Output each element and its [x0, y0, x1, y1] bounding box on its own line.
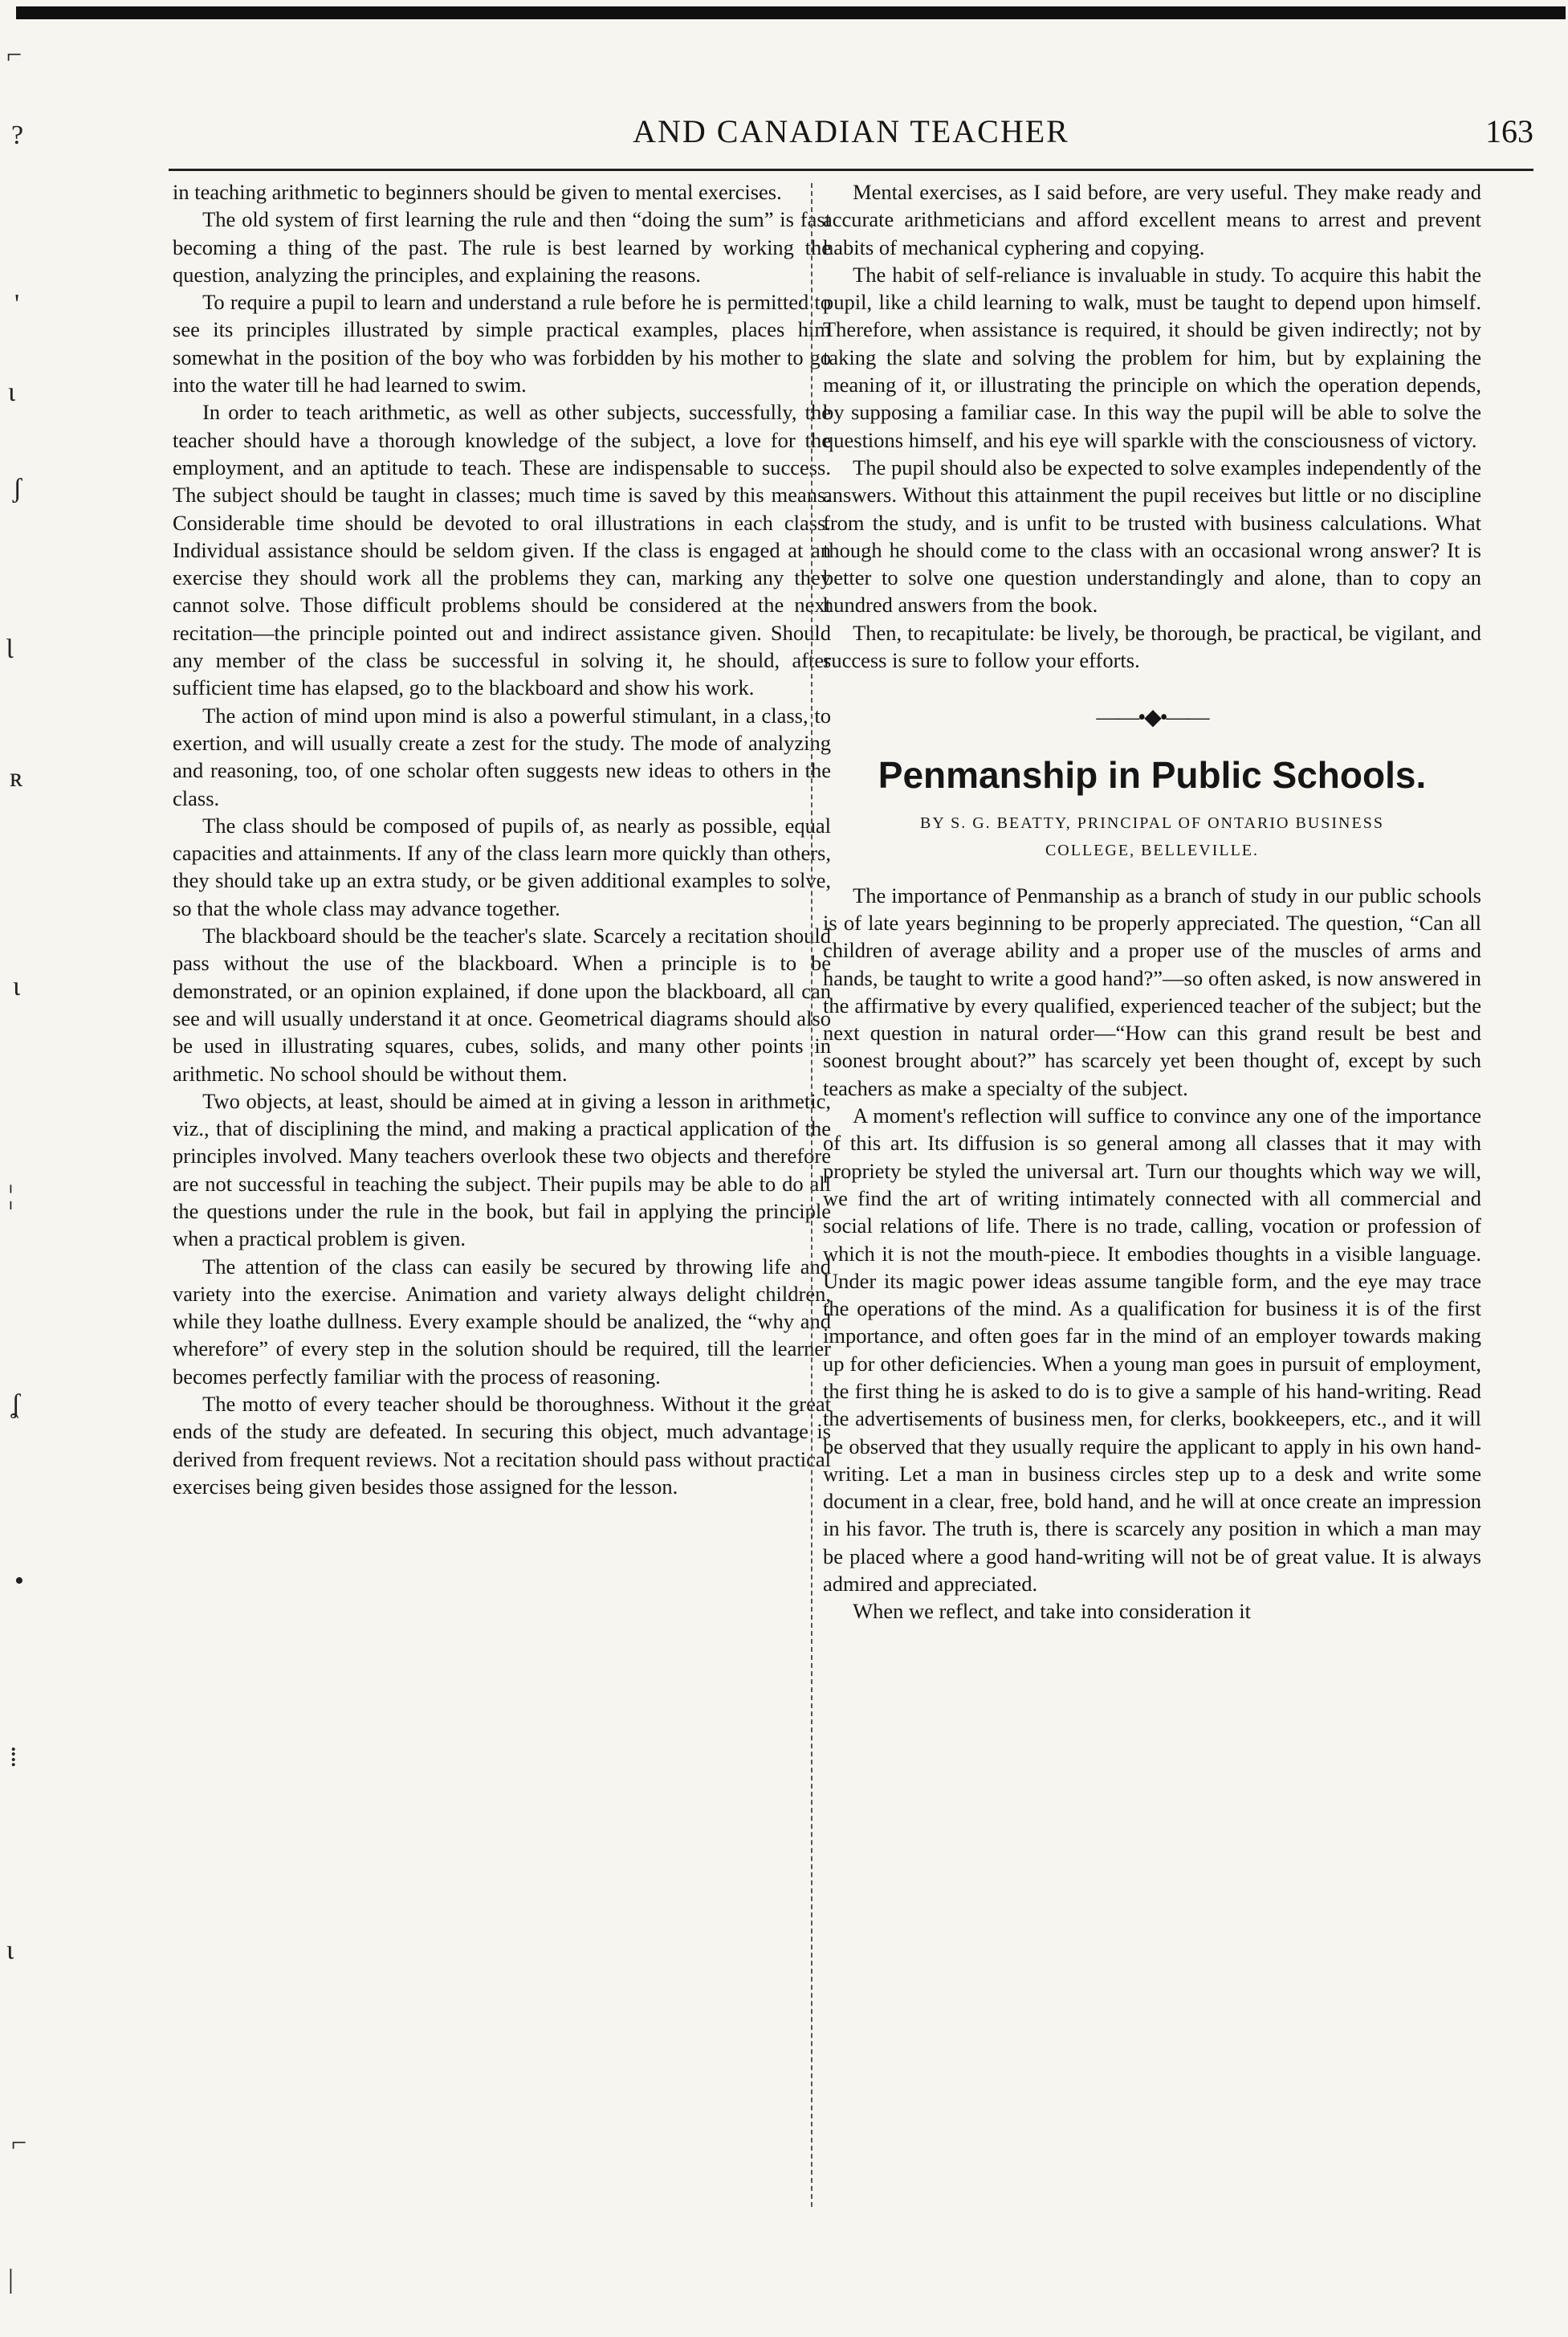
paragraph: The pupil should also be expected to solve examples independently of the answers. Without this attainment the pupil receives but little or no discipline from the study, and is unfit to be trusted with business calculations. What though he should come to the class with an occasional wrong answer? It is better to solve one question understandingly and alone, than to copy an hundred answers from the book. — [823, 455, 1481, 618]
paragraph: The motto of every teacher should be thoroughness. Without it the great ends of the study are defeated. In securing this object, much advantage is derived from frequent reviews. Not a recitation should pass without practical exercises being given besides those assigned for the lesson. — [173, 1392, 831, 1499]
paragraph: The old system of first learning the rule and then “doing the sum” is fast becoming a thing of the past. The rule is best learned by working the question, analyzing the principles, and explaining the reasons. — [173, 207, 831, 287]
page-number: 163 — [1485, 113, 1533, 149]
byline-line: BY S. G. BEATTY, PRINCIPAL OF ONTARIO BUSINESS — [920, 814, 1384, 832]
left-column — [173, 178, 831, 1500]
paragraph: Two objects, at least, should be aimed at in giving a lesson in arithmetic, viz., that of disciplining the mind, and making a practical application of the principles involved. Many teachers overlook these two objects and therefore are not successful in teaching the subject. Their pupils may be able to do all the questions under the rule in the book, but fail in applying the principle when a practical problem is given. — [173, 1088, 831, 1251]
column-divider — [811, 183, 813, 2207]
margin-marks: ⌐ ? ' ɩ ʃ Ɩ ʀ ɩ ¦ ʆ • ⁞ ɩ ⌐ | — [6, 40, 27, 2294]
paragraph: Then, to recapitulate: be lively, be thorough, be practical, be vigilant, and success is sure to follow your efforts. — [823, 620, 1481, 673]
right-column — [823, 178, 1481, 1625]
paragraph: To require a pupil to learn and understand a rule before he is permitted to see its principles illustrated by simple practical examples, places him somewhat in the position of the boy who was forbidden by his mother to go into the water till he had learned to swim. — [173, 290, 831, 398]
paragraph: The importance of Penmanship as a branch of study in our public schools is of late years beginning to be properly appreciated. The question, “Can all children of average ability and a proper use of the muscles of arms and hands, be taught to write a good hand?”—so often asked, is now answered in the affirmative by every qualified, experienced teacher of the subject; but the next question in natural order—“How can this grand result be best and soonest brought about?” has scarcely yet been thought of, except by such teachers as make a specialty of the subject. — [823, 883, 1481, 1100]
article-byline — [823, 810, 1481, 864]
paragraph: Mental exercises, as I said before, are very useful. They make ready and accurate arithmeticians and afford excellent means to arrest and prevent habits of mechanical cyphering and copying. — [823, 180, 1481, 259]
paragraph: When we reflect, and take into consideration it — [853, 1599, 1252, 1624]
paragraph: The habit of self-reliance is invaluable in study. To acquire this habit the pupil, like a child learning to walk, must be taught to depend upon himself. Therefore, when assistance is required, it should be given indirectly; not by taking the slate and solving the problem for him, but by explaining the meaning of it, or illustrating the principle on which the operation depends, by supposing a familiar case. In this way the pupil will be able to solve the questions himself, and his eye will sparkle with the consciousness of victory. — [823, 262, 1481, 452]
header-rule — [169, 169, 1533, 171]
running-title: AND CANADIAN TEACHER — [633, 113, 1069, 149]
paragraph: The class should be composed of pupils of, as nearly as possible, equal capacities and attainments. If any of the class learn more quickly than others, they should take up an extra study, or be given additional examples to solve, so that the whole class may advance together. — [173, 813, 831, 920]
article-title: Penmanship in Public Schools. — [878, 753, 1427, 796]
paragraph: The blackboard should be the teacher's slate. Scarcely a recitation should pass without the use of the blackboard. When a principle is to be demonstrated, or an opinion explained, if done upon the blackboard, all can see and will usually understand it at once. Geometrical diagrams should also be used in illustrating squares, cubes, solids, and many other points in arithmetic. No school should be without them. — [173, 924, 831, 1086]
paragraph: The attention of the class can easily be secured by throwing life and variety into the exercise. Animation and variety always delight children, while they loathe dullness. Every example should be analized, the “why and wherefore” of every step in the solution should be required, till the learner becomes perfectly familiar with the process of reasoning. — [173, 1254, 831, 1389]
paragraph: The action of mind upon mind is also a powerful stimulant, in a class, to exertion, and will usually create a zest for the study. The mode of analyzing and reasoning, too, of one scholar often suggests new ideas to others in the class. — [173, 703, 831, 810]
running-head — [169, 112, 1533, 154]
section-ornament: ——•◆•—— — [1096, 705, 1208, 731]
byline-line: COLLEGE, BELLEVILLE. — [1045, 841, 1260, 859]
top-border-rule — [16, 6, 1566, 19]
paragraph: In order to teach arithmetic, as well as other subjects, successfully, the teacher should have a thorough knowledge of the subject, a love for the employment, and an aptitude to teach. These are indispensable to success. The subject should be taught in classes; much time is saved by this means. Considerable time should be devoted to oral illustrations in each class. Individual assistance should be seldom given. If the class is engaged at an exercise they should work all the problems they can, marking any they cannot solve. Those difficult problems should be considered at the next recitation—the principle pointed out and indirect assistance given. Should any member of the class be successful in solving it, he should, after sufficient time has elapsed, go to the blackboard and show his work. — [173, 400, 831, 700]
paragraph: A moment's reflection will suffice to convince any one of the importance of this art. Its diffusion is so general among all classes that it may with propriety be styled the universal art. Turn our thoughts which way we will, we find the art of writing intimately connected with all commercial and social relations of life. There is no trade, calling, vocation or profession of which it is not the mouth-piece. It embodies thoughts in a visible language. Under its magic power ideas assume tangible form, and the eye may trace the operations of the mind. As a qualification for business it is of the first importance, and often goes far in the mind of an employer towards making up for other deficiencies. When a young man goes in pursuit of employment, the first thing he is asked to do is to give a sample of his hand-writing. Read the advertisements of business men, for clerks, bookkeepers, etc., and it will be observed that they usually require the applicant to apply in his own hand-writing. Let a man in business circles step up to a desk and write some document in a clear, free, bold hand, and he will at once create an impression in his favor. The truth is, there is scarcely any position in which a man may be placed where a good hand-writing will not be of great value. It is always admired and appreciated. — [823, 1103, 1481, 1597]
paragraph: in teaching arithmetic to beginners should be given to mental exercises. — [173, 180, 782, 204]
